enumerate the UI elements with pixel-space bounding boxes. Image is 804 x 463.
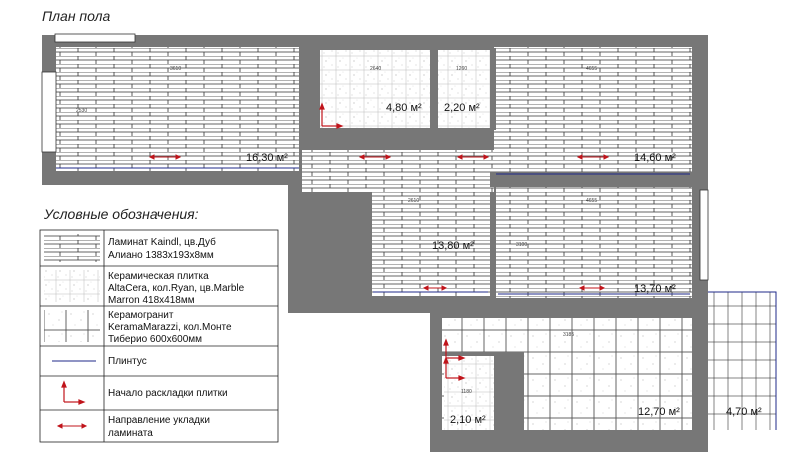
room-label: 16,30 м² <box>246 152 288 164</box>
room-label: 13,70 м² <box>634 283 676 295</box>
dimension: 3610 <box>170 66 182 72</box>
dimension: 1180 <box>461 389 472 395</box>
room-label: 4,70 м² <box>726 406 762 418</box>
room-wc <box>438 50 490 128</box>
dimension: 2610 <box>408 198 420 204</box>
legend-title: Условные обозначения: <box>44 206 199 222</box>
room-bathroom <box>320 50 430 128</box>
dimension: 2640 <box>370 66 382 72</box>
dimension: 3185 <box>563 332 575 338</box>
legend-item-laminate-direction: Направление укладки ламината <box>108 415 210 439</box>
page-title: План пола <box>42 8 111 24</box>
room-label: 12,70 м² <box>638 406 680 418</box>
room-label: 2,20 м² <box>444 102 480 114</box>
room-label: 2,10 м² <box>450 414 486 426</box>
room-label: 14,60 м² <box>634 152 676 164</box>
dimension: 4655 <box>586 66 598 72</box>
room-label: 13,80 м² <box>432 240 474 252</box>
dimension: 4655 <box>586 198 598 204</box>
legend-item-laminate: Ламинат Kaindl, цв.Дуб Алиано 1383х193х8мм <box>108 237 216 261</box>
room-label: 4,80 м² <box>386 102 422 114</box>
dimension: 3100 <box>516 242 528 248</box>
granite-swatch <box>44 310 100 342</box>
legend-item-tile-start: Начало раскладки плитки <box>108 388 228 399</box>
dimension: 1260 <box>456 66 468 72</box>
corridor <box>302 150 494 192</box>
legend-item-granite: Керамогранит KeramaMarazzi, кол.Монте Тиберио 600х600мм <box>108 310 232 345</box>
legend-item-plinth: Плинтус <box>108 356 147 367</box>
legend-table <box>40 230 278 442</box>
ceramic-swatch <box>44 270 100 302</box>
dimension: 2530 <box>76 108 88 114</box>
legend-item-ceramic: Керамическая плитка AltaCera, кол.Ryan, цв.Marble Marron 418х418мм <box>108 271 245 306</box>
laminate-swatch <box>44 234 100 262</box>
